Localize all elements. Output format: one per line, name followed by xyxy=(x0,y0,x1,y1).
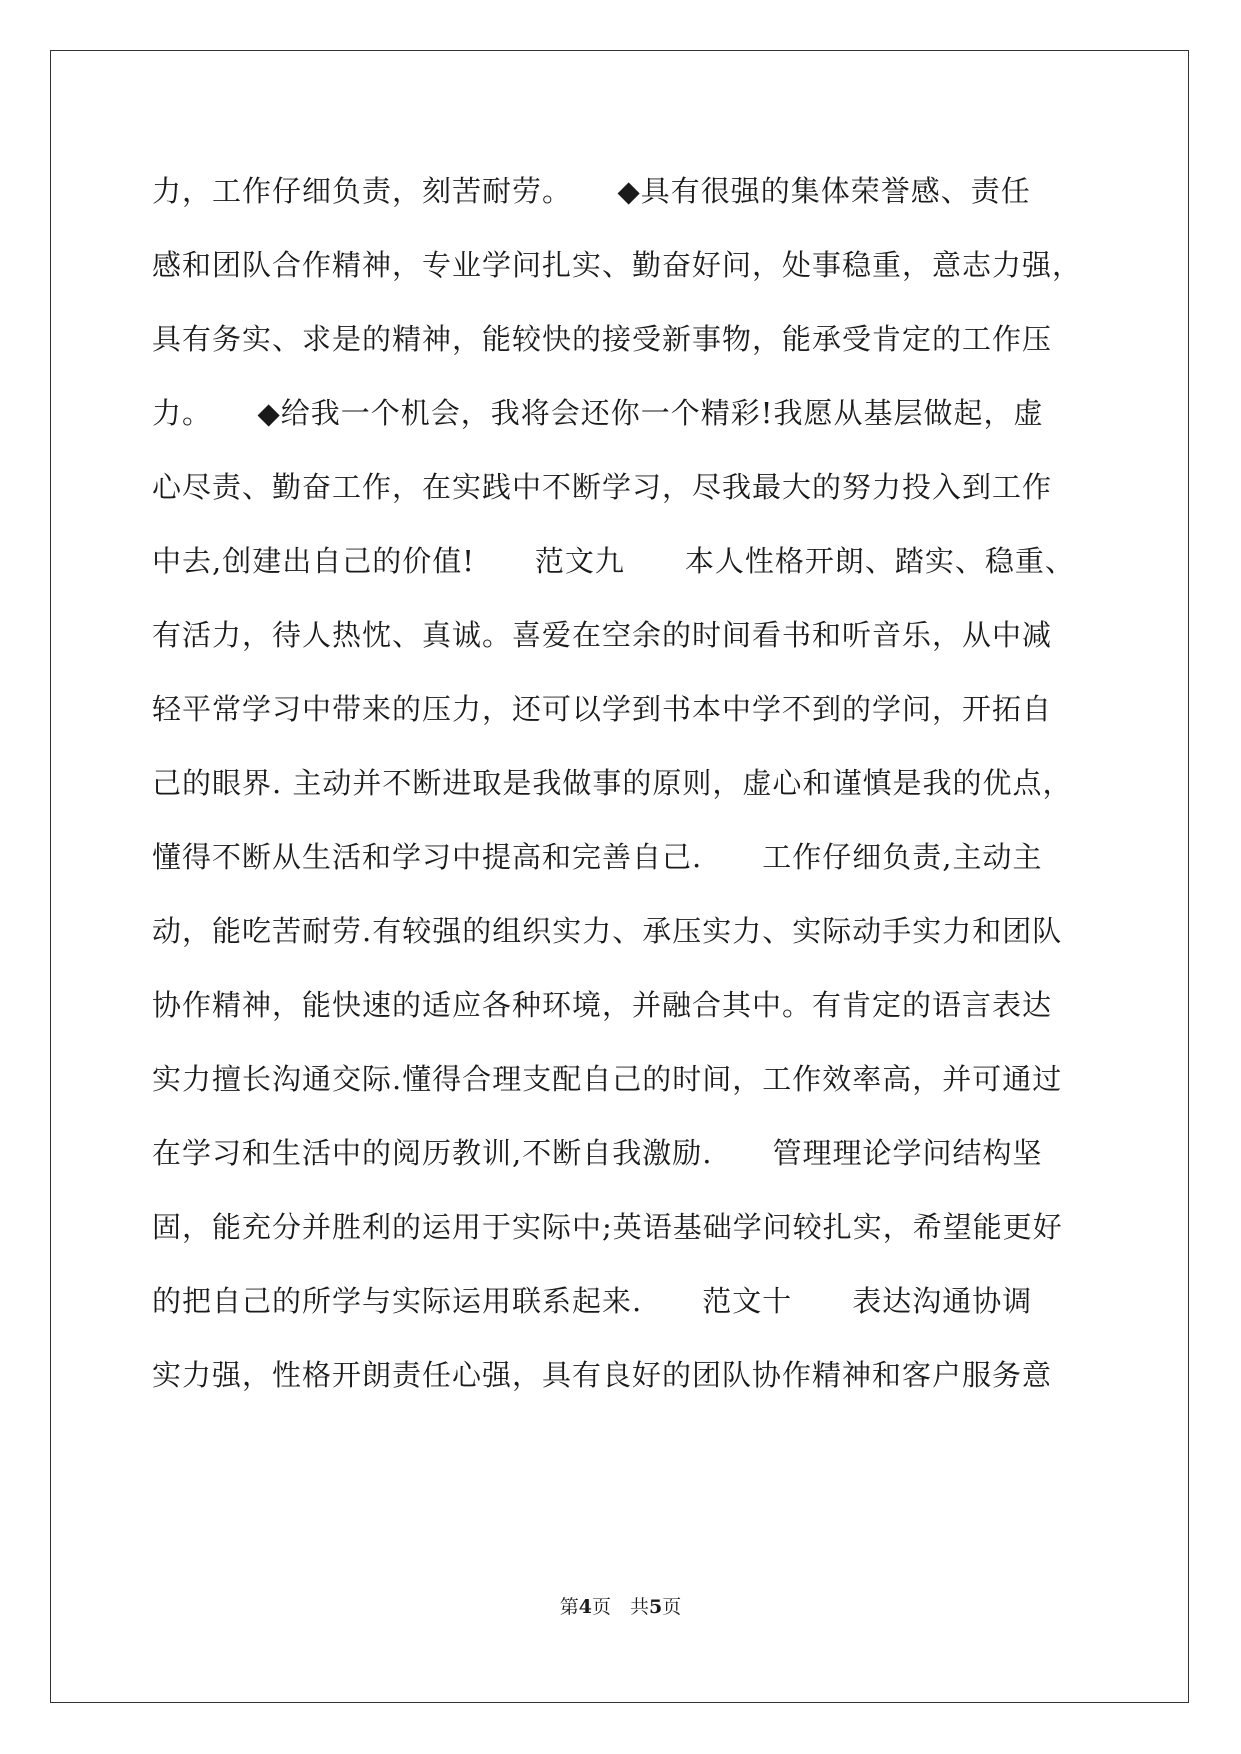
text-line: 轻平常学习中带来的压力，还可以学到书本中学不到的学问，开拓自 xyxy=(152,692,1053,726)
text-line: 固，能充分并胜利的运用于实际中;英语基础学问较扎实，希望能更好 xyxy=(152,1210,1063,1244)
text-line: 感和团队合作精神，专业学问扎实、勤奋好问，处事稳重，意志力强， xyxy=(152,248,1083,282)
document-body xyxy=(152,161,1092,1419)
text-line: 中去,创建出自己的价值! 范文九 本人性格开朗、踏实、稳重、 xyxy=(152,544,1075,578)
text-line: 的把自己的所学与实际运用联系起来. 范文十 表达沟通协调 xyxy=(152,1284,1033,1318)
page-number-footer xyxy=(0,1594,1241,1620)
text-line: 懂得不断从生活和学习中提高和完善自己. 工作仔细负责,主动主 xyxy=(152,840,1043,874)
text-line: 动，能吃苦耐劳.有较强的组织实力、承压实力、实际动手实力和团队 xyxy=(152,914,1063,948)
text-line: 力。 ◆给我一个机会，我将会还你一个精彩!我愿从基层做起，虚 xyxy=(152,396,1044,430)
text-line: 在学习和生活中的阅历教训,不断自我激励. 管理理论学问结构坚 xyxy=(152,1136,1043,1170)
text-line: 实力强，性格开朗责任心强，具有良好的团队协作精神和客户服务意 xyxy=(152,1358,1053,1392)
page-suffix: 页 xyxy=(662,1596,682,1618)
text-line: 心尽责、勤奋工作，在实践中不断学习，尽我最大的努力投入到工作 xyxy=(152,470,1053,504)
text-line: 具有务实、求是的精神，能较快的接受新事物，能承受肯定的工作压 xyxy=(152,322,1053,356)
text-line: 协作精神，能快速的适应各种环境，并融合其中。有肯定的语言表达 xyxy=(152,988,1053,1022)
current-page-number: 4 xyxy=(578,1596,592,1618)
text-line: 己的眼界. 主动并不断进取是我做事的原则，虚心和谨慎是我的优点， xyxy=(152,766,1073,800)
text-line: 力，工作仔细负责，刻苦耐劳。 ◆具有很强的集体荣誉感、责任 xyxy=(152,174,1031,208)
page-prefix: 第 xyxy=(559,1596,579,1618)
total-page-number: 5 xyxy=(649,1596,663,1618)
text-line: 实力擅长沟通交际.懂得合理支配自己的时间，工作效率高，并可通过 xyxy=(152,1062,1063,1096)
text-line: 有活力，待人热忱、真诚。喜爱在空余的时间看书和听音乐，从中减 xyxy=(152,618,1053,652)
page-mid-text: 页 共 xyxy=(591,1596,649,1618)
